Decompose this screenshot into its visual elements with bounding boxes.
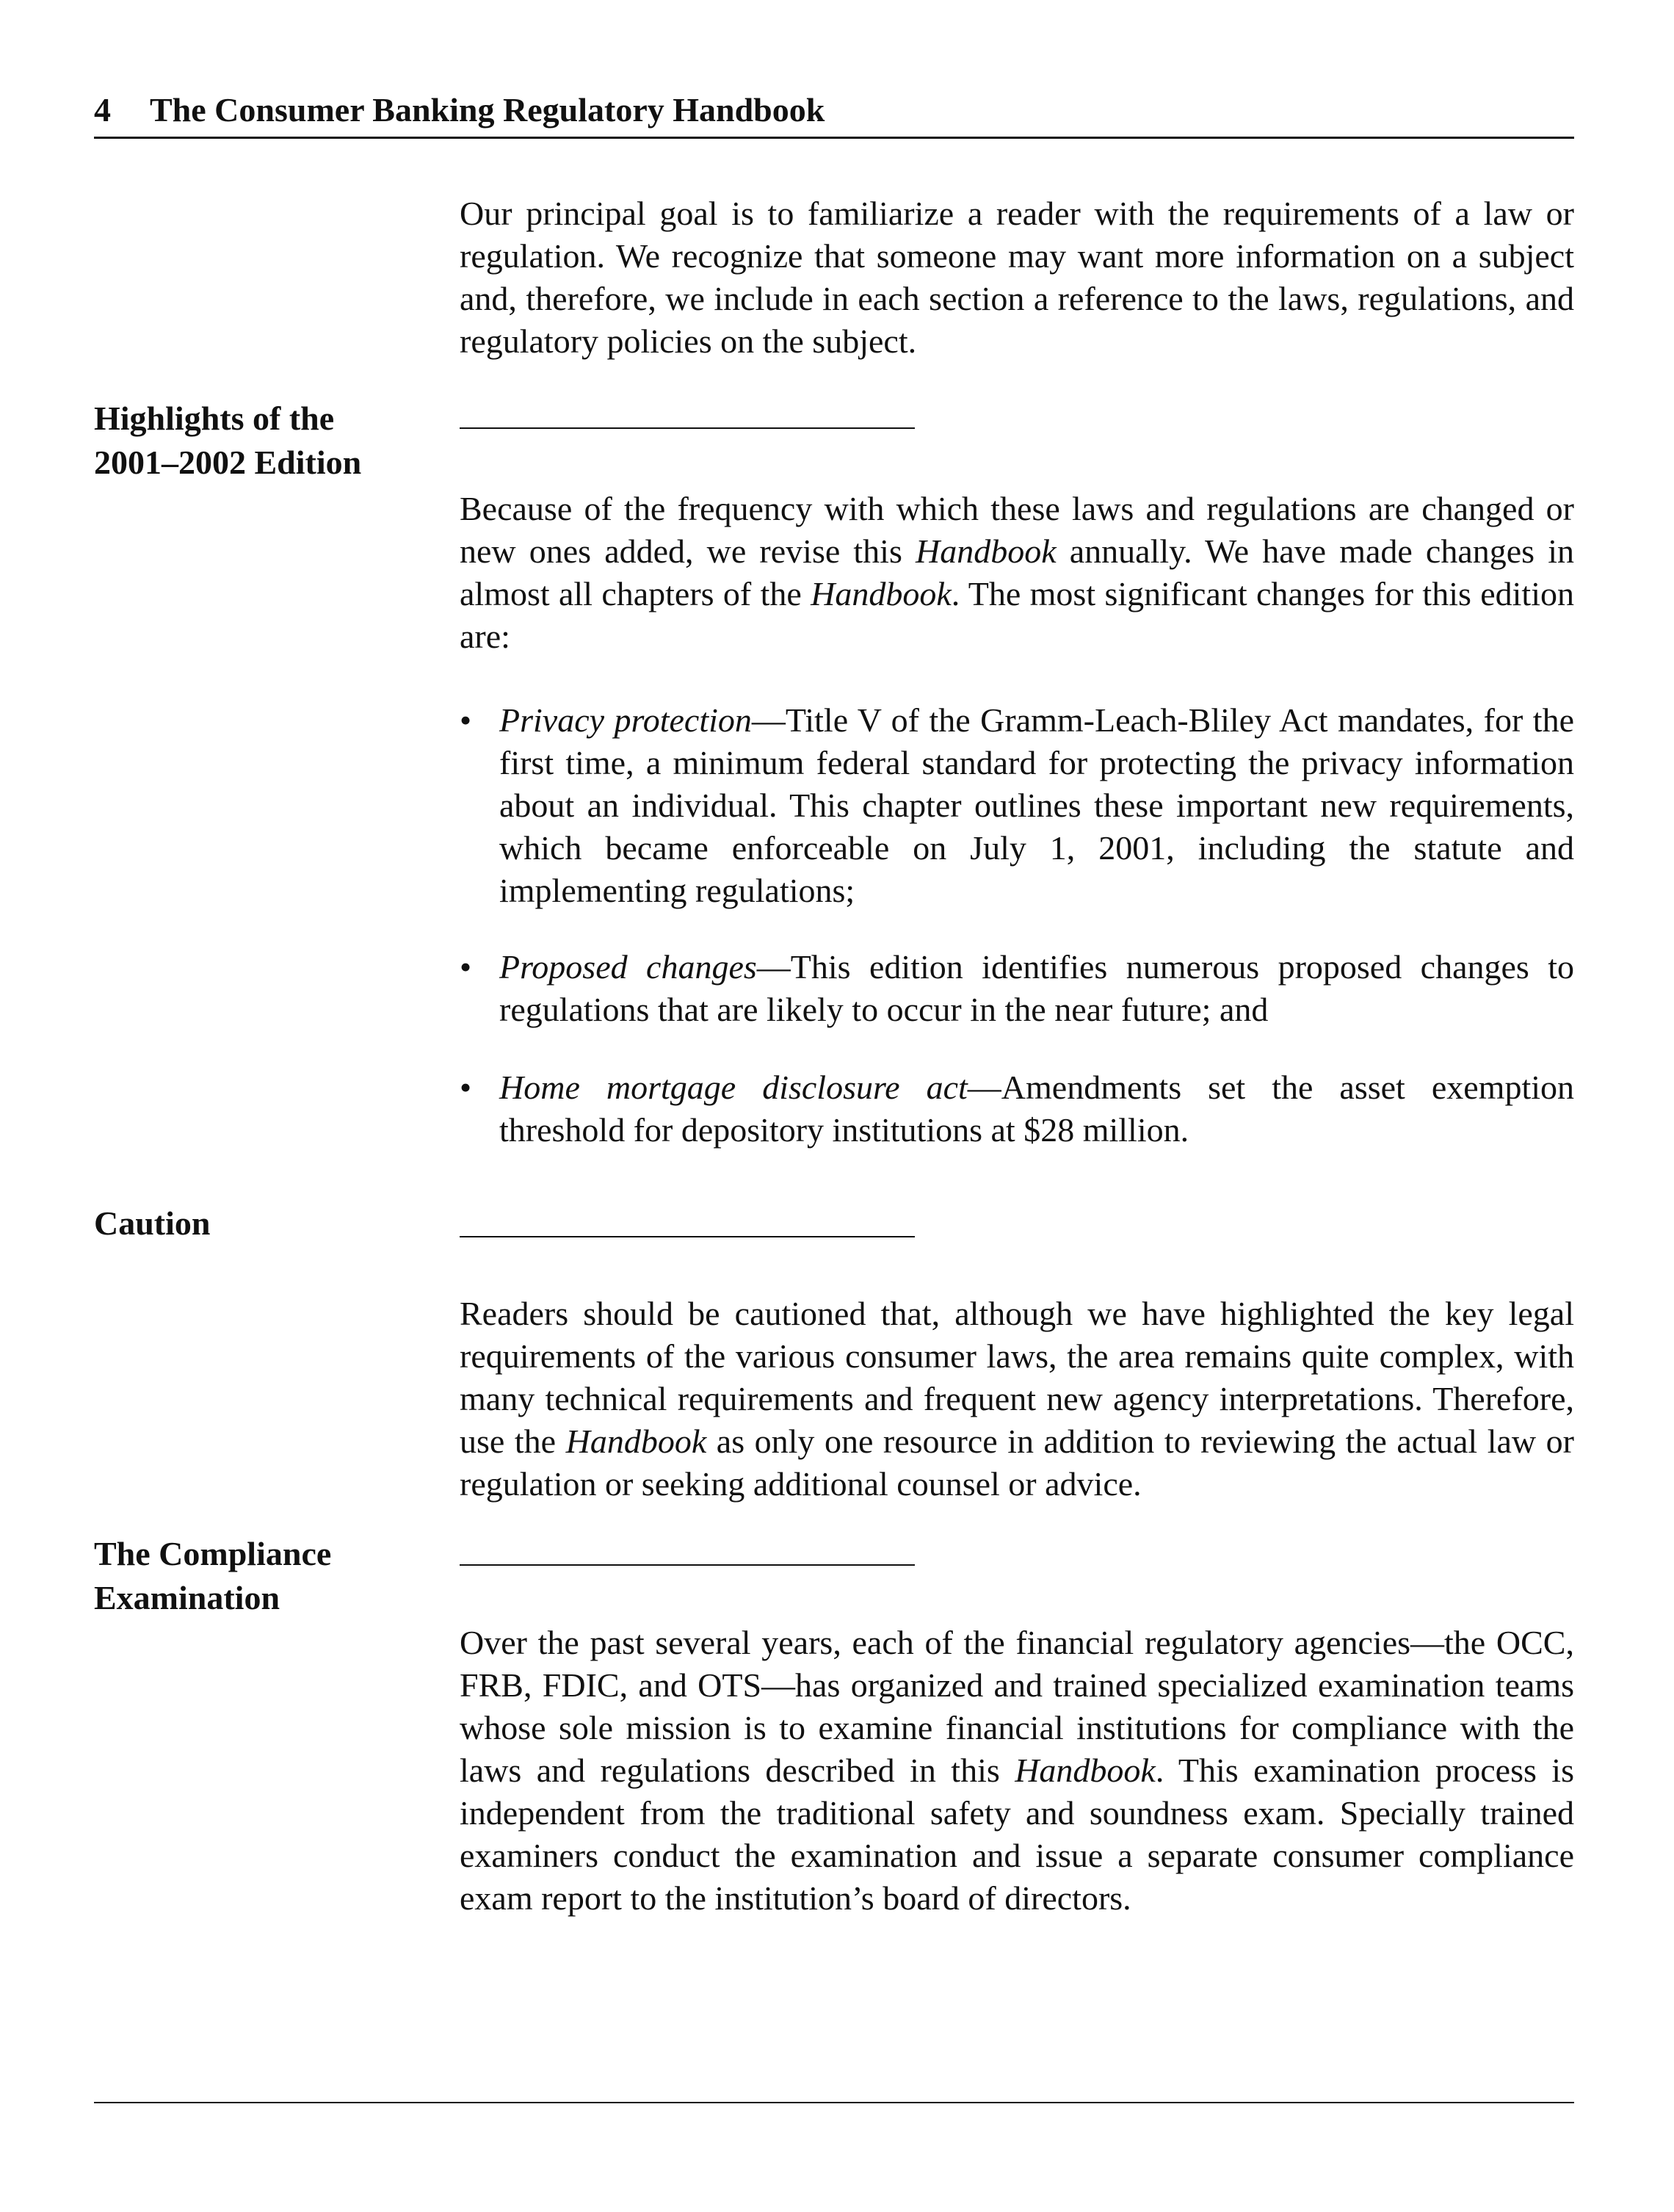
bullet-term: Privacy protection xyxy=(499,701,752,739)
bullet-icon: • xyxy=(460,1069,472,1106)
page-number: 4 xyxy=(94,91,111,129)
compliance-heading-line1: The Compliance xyxy=(94,1535,332,1572)
bullet-body xyxy=(499,946,1574,1031)
footer-rule xyxy=(94,2102,1574,2103)
page-header xyxy=(94,87,1574,139)
highlights-text-3: . The most significant changes for this edition are: xyxy=(460,575,1574,655)
bullet-body xyxy=(499,699,1574,912)
bullet-item-privacy xyxy=(460,699,1574,912)
bullet-term: Home mortgage disclosure act xyxy=(499,1069,968,1106)
section-divider-highlights xyxy=(460,427,915,429)
highlights-heading-line1: Highlights of the xyxy=(94,400,335,437)
caution-text-2: as only one resource in addition to reviewing the actual law or regulation or seeking additional counsel or advice. xyxy=(460,1423,1574,1503)
bullet-text: —Title V of the Gramm-Leach-Bliley Act mandates, for the first time, a minimum federal standard for protecting the privacy information about an individual. This chapter outlines these important new requirements, which became enforceable on July 1, 2001, including the statute and implementing regulations; xyxy=(499,701,1574,909)
highlights-text-1: Because of the frequency with which these laws and regulations are changed or new ones added, we revise this xyxy=(460,490,1574,570)
running-title: The Consumer Banking Regulatory Handbook xyxy=(150,91,825,129)
bullet-text: —This edition identifies numerous proposed changes to regulations that are likely to occur in the near future; and xyxy=(499,948,1574,1028)
handbook-em-1: Handbook xyxy=(915,532,1057,570)
highlights-heading-line2: 2001–2002 Edition xyxy=(94,444,362,481)
highlights-text-2: annually. We have made changes in almost all chapters of the xyxy=(460,532,1574,612)
caution-paragraph xyxy=(460,1293,1574,1506)
bullet-icon: • xyxy=(460,948,472,986)
section-divider-compliance xyxy=(460,1564,915,1566)
highlights-paragraph xyxy=(460,488,1574,658)
bullet-icon: • xyxy=(460,701,472,739)
bullet-item-hmda xyxy=(460,1066,1574,1152)
section-divider-caution xyxy=(460,1236,915,1237)
compliance-heading-line2: Examination xyxy=(94,1579,280,1616)
intro-paragraph: Our principal goal is to familiarize a reader with the requirements of a law or regulation. We recognize that someone may want more information on a subject and, therefore, we include in each section a reference to the laws, regulations, and regulatory policies on the subject. xyxy=(460,195,1574,360)
bullet-text: —Amendments set the asset exemption threshold for depository institutions at $28 million. xyxy=(499,1069,1575,1149)
bullet-item-proposed xyxy=(460,946,1574,1031)
compliance-paragraph xyxy=(460,1622,1574,1920)
bullet-term: Proposed changes xyxy=(499,948,757,986)
compliance-text-1: Over the past several years, each of the financial regulatory agencies—the OCC, FRB, FDIC, and OTS—has organized and trained specialized examination teams whose sole mission is to examine financial institutions for compliance with the laws and regulations described in this xyxy=(460,1624,1574,1789)
compliance-heading xyxy=(94,1532,417,1620)
handbook-em: Handbook xyxy=(565,1423,707,1460)
caution-heading: Caution xyxy=(94,1204,211,1242)
handbook-em-2: Handbook xyxy=(811,575,952,612)
caution-text-1: Readers should be cautioned that, although we have highlighted the key legal requirements of the various consumer laws, the area remains quite complex, with many technical requirements and frequent new agency interpretations. Therefore, use the xyxy=(460,1295,1574,1460)
compliance-text-2: . This examination process is independent from the traditional safety and soundness exam. Specially trained examiners conduct the examination and issue a separate consumer compliance exam report to the institution’s board of directors. xyxy=(460,1752,1574,1917)
bullet-body xyxy=(499,1066,1574,1152)
highlights-heading xyxy=(94,397,417,485)
handbook-em: Handbook xyxy=(1015,1752,1156,1789)
